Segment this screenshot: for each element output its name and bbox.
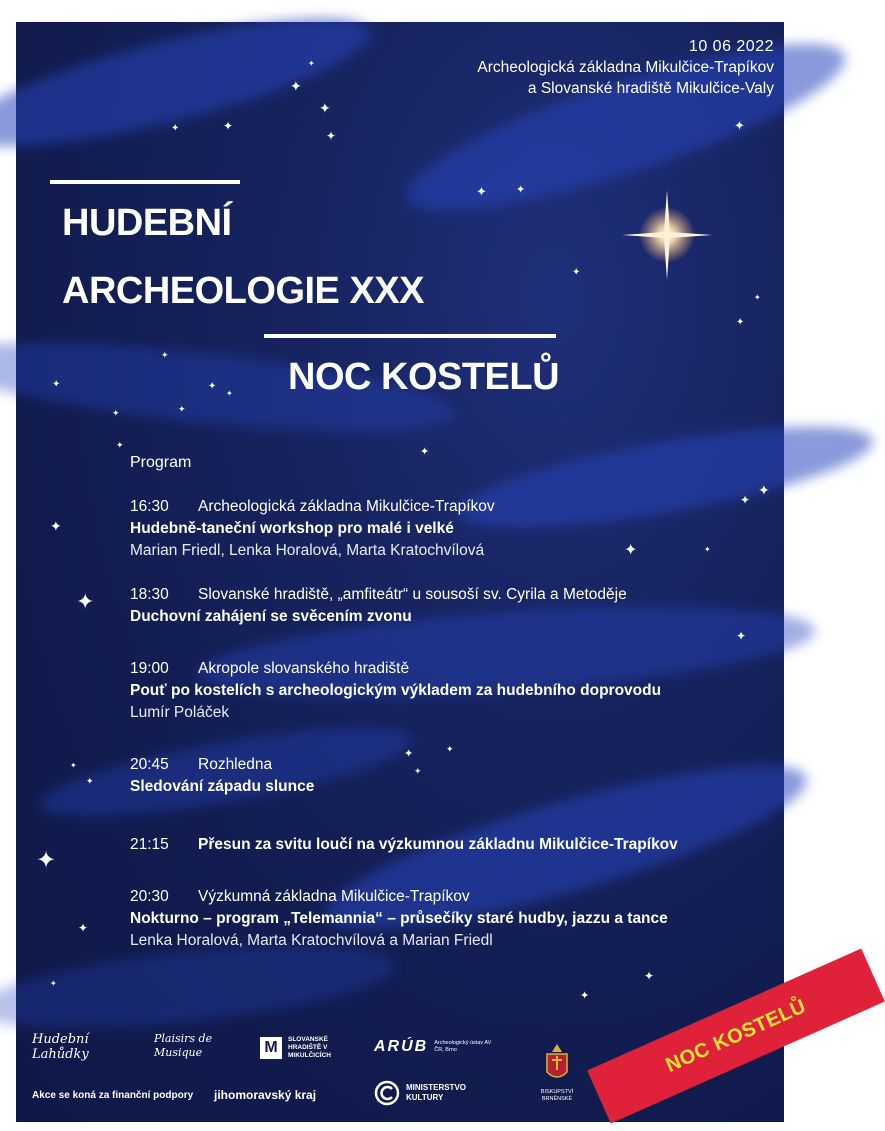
star-icon: ✦ (50, 519, 62, 535)
program-event (130, 754, 770, 798)
star-icon: ✦ (624, 540, 638, 559)
star-icon: ✦ (319, 101, 331, 117)
star-icon: ✦ (758, 483, 770, 499)
star-icon: ✦ (36, 846, 57, 874)
event-time: 21:15 (130, 836, 169, 853)
bright-star-icon (622, 190, 712, 280)
star-icon: ✦ (476, 185, 487, 200)
star-icon: ✦ (178, 405, 186, 415)
event-name: Duchovní zahájení se svěcením zvonu (130, 608, 412, 625)
title-line-1: HUDEBNÍ (62, 202, 232, 244)
event-date: 10 06 2022 (688, 38, 774, 55)
event-performers: Marian Friedl, Lenka Horalová, Marta Kratochvílová (130, 542, 485, 559)
star-icon: ✦ (446, 745, 454, 755)
star-icon: ✦ (414, 767, 422, 777)
star-icon: ✦ (290, 79, 302, 95)
event-time: 18:30 (130, 586, 169, 603)
event-name: Přesun za svitu loučí na výzkumnou základnu Mikulčice-Trapíkov (198, 836, 678, 853)
title-rule-bottom (264, 334, 556, 338)
venue-line-1: Archeologická základna Mikulčice-Trapíkov (477, 59, 774, 76)
program-event (130, 834, 770, 856)
star-icon: ✦ (161, 351, 169, 361)
star-icon: ✦ (736, 629, 747, 643)
star-icon: ✦ (171, 123, 180, 134)
program-event (130, 886, 770, 952)
star-icon: ✦ (404, 747, 414, 760)
poster-background (16, 22, 810, 1122)
event-name: Hudebně-taneční workshop pro malé i velké (130, 520, 454, 537)
ministry-culture-icon (374, 1080, 400, 1106)
title-line-2: ARCHEOLOGIE XXX (62, 270, 424, 312)
shm-label: SLOVANSKÉ HRADIŠTĚ V MIKULČICÍCH (288, 1036, 331, 1059)
ribbon-label: NOC KOSTELŮ (662, 994, 810, 1077)
biskupstvi-label: BISKUPSTVÍ BRNĚNSKÉ (540, 1089, 574, 1102)
venue-line-2: a Slovanské hradiště Mikulčice-Valy (527, 80, 774, 97)
event-place: Slovanské hradiště, „amfiteátr“ u sousoší sv. Cyrila a Metoděje (198, 586, 627, 603)
logo-biskupstvi-brnenske (532, 1044, 582, 1103)
star-icon: ✦ (572, 267, 581, 278)
star-icon: ✦ (116, 441, 124, 451)
logo-ministerstvo-kultury (374, 1080, 476, 1106)
program-section (130, 454, 770, 974)
star-icon: ✦ (734, 119, 745, 134)
event-performers: Lumír Poláček (130, 704, 230, 721)
star-icon: ✦ (226, 389, 233, 398)
star-icon: ✦ (516, 183, 526, 196)
logo-slovanske-hradiste (260, 1036, 354, 1060)
star-icon: ✦ (580, 989, 590, 1002)
noc-kostelu-ribbon (587, 948, 885, 1123)
event-name: Nokturno – program „Telemannia“ – průsečíky staré hudby, jazzu a tance (130, 910, 668, 927)
event-place: Rozhledna (198, 756, 273, 773)
event-place: Archeologická základna Mikulčice-Trapíkov (198, 498, 495, 515)
star-icon: ✦ (740, 493, 751, 507)
arub-mark: ARÚB (374, 1038, 429, 1055)
event-name: Pouť po kostelích s archeologickým výkladem za hudebního doprovodu (130, 682, 662, 699)
star-icon: ✦ (70, 761, 77, 770)
event-performers: Lenka Horalová, Marta Kratochvílová a Marian Friedl (130, 932, 493, 949)
logo-jihomoravsky-kraj: jihomoravský kraj (214, 1088, 317, 1102)
arub-label: Archeologický ústav AV ČR, Brno (434, 1040, 492, 1053)
star-icon: ✦ (704, 545, 711, 554)
ministry-label: MINISTERSTVO KULTURY (406, 1083, 467, 1102)
star-icon: ✦ (736, 317, 745, 328)
event-header (477, 36, 774, 99)
title-line-3: NOC KOSTELŮ (288, 356, 560, 398)
program-event (130, 493, 770, 562)
star-icon: ✦ (76, 590, 95, 615)
nebula-band (0, 0, 379, 172)
star-icon: ✦ (112, 409, 120, 419)
program-heading: Program (130, 454, 192, 471)
title-rule-top (50, 180, 240, 184)
star-icon: ✦ (52, 379, 61, 390)
shm-icon: M (260, 1037, 282, 1059)
logo-arub (374, 1038, 492, 1056)
event-place: Akropole slovanského hradiště (198, 660, 410, 677)
logo-plaisirs-de-musique: Plaisirs de Musique (154, 1032, 213, 1059)
star-icon: ✦ (86, 777, 94, 787)
event-place: Výzkumná základna Mikulčice-Trapíkov (198, 888, 470, 905)
star-icon: ✦ (754, 293, 761, 302)
star-icon: ✦ (326, 129, 337, 143)
program-event (130, 658, 770, 724)
event-time: 20:30 (130, 888, 169, 905)
support-text: Akce se koná za finanční podpory (32, 1090, 194, 1101)
event-time: 20:45 (130, 756, 169, 773)
bishop-coat-of-arms-icon (542, 1044, 572, 1084)
event-time: 19:00 (130, 660, 169, 677)
event-time: 16:30 (130, 498, 169, 515)
star-icon: ✦ (208, 381, 217, 392)
logo-hudebni-lahudky: Hudební Lahůdky (32, 1032, 89, 1062)
star-icon: ✦ (223, 119, 234, 133)
event-name: Sledování západu slunce (130, 778, 315, 795)
star-icon: ✦ (50, 979, 57, 988)
star-icon: ✦ (420, 445, 430, 458)
program-event (130, 584, 770, 628)
star-icon: ✦ (308, 59, 315, 68)
star-icon: ✦ (78, 921, 89, 935)
star-icon: ✦ (644, 969, 655, 983)
